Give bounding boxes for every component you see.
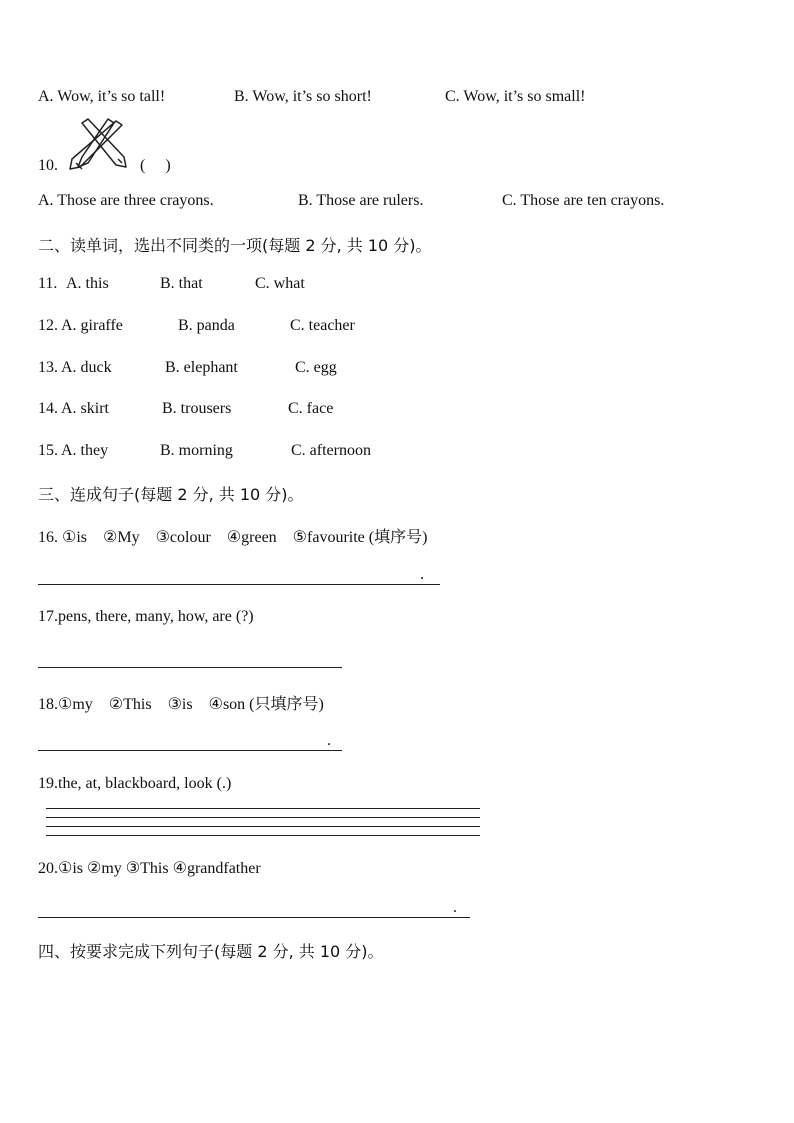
- q11-option-c: C. what: [255, 275, 305, 292]
- q11-option-a: A. this: [66, 275, 109, 292]
- q9-option-a: A. Wow, it’s so tall!: [38, 88, 166, 105]
- q11-option-b: B. that: [160, 275, 203, 292]
- writing-line-2: [46, 817, 480, 818]
- q16-end-mark: .: [420, 566, 424, 583]
- q10-answer-bracket[interactable]: ( ): [140, 157, 171, 174]
- q20-end-mark: .: [453, 899, 457, 916]
- q14-option-c: C. face: [288, 400, 334, 417]
- q20-prompt: 20.①is ②my ③This ④grandfather: [38, 860, 261, 877]
- q12-option-b: B. panda: [178, 317, 235, 334]
- q12-option-a: A. giraffe: [61, 317, 123, 334]
- q15-option-c: C. afternoon: [291, 442, 371, 459]
- q11-number: 11.: [38, 275, 58, 292]
- q16-prompt: 16. ①is ②My ③colour ④green ⑤favourite (填序号): [38, 529, 428, 546]
- q9-option-b: B. Wow, it’s so short!: [234, 88, 372, 105]
- q18-prompt: 18.①my ②This ③is ④son (只填序号): [38, 696, 324, 713]
- q10-option-c: C. Those are ten crayons.: [502, 192, 665, 209]
- q10-option-b: B. Those are rulers.: [298, 192, 424, 209]
- q12-option-c: C. teacher: [290, 317, 355, 334]
- q19-writing-lines[interactable]: [46, 808, 480, 844]
- q14-option-a: A. skirt: [61, 400, 109, 417]
- q10-number: 10.: [38, 157, 58, 174]
- section2-title: 二、读单词，选出不同类的一项(每题 2 分, 共 10 分)。: [38, 236, 432, 255]
- q10-option-a: A. Those are three crayons.: [38, 192, 214, 209]
- writing-line-3: [46, 826, 480, 827]
- q13-option-a: A. duck: [61, 359, 112, 376]
- q19-prompt: 19.the, at, blackboard, look (.): [38, 775, 232, 792]
- q18-end-mark: .: [327, 732, 331, 749]
- q18-answer-line[interactable]: [38, 750, 342, 751]
- q13-number: 13.: [38, 359, 58, 376]
- q14-option-b: B. trousers: [162, 400, 232, 417]
- q15-option-b: B. morning: [160, 442, 233, 459]
- writing-line-1: [46, 808, 480, 809]
- q20-answer-line[interactable]: [38, 917, 470, 918]
- writing-line-4: [46, 835, 480, 836]
- q15-option-a: A. they: [61, 442, 109, 459]
- q15-number: 15.: [38, 442, 58, 459]
- q17-answer-line[interactable]: [38, 667, 342, 668]
- q12-number: 12.: [38, 317, 58, 334]
- section3-title: 三、连成句子(每题 2 分, 共 10 分)。: [38, 485, 304, 504]
- section4-title: 四、按要求完成下列句子(每题 2 分, 共 10 分)。: [38, 942, 384, 961]
- crayons-icon: [62, 117, 132, 175]
- q17-prompt: 17.pens, there, many, how, are (?): [38, 608, 254, 625]
- q16-answer-line[interactable]: [38, 584, 440, 585]
- q9-option-c: C. Wow, it’s so small!: [445, 88, 586, 105]
- q13-option-c: C. egg: [295, 359, 337, 376]
- q13-option-b: B. elephant: [165, 359, 238, 376]
- q14-number: 14.: [38, 400, 58, 417]
